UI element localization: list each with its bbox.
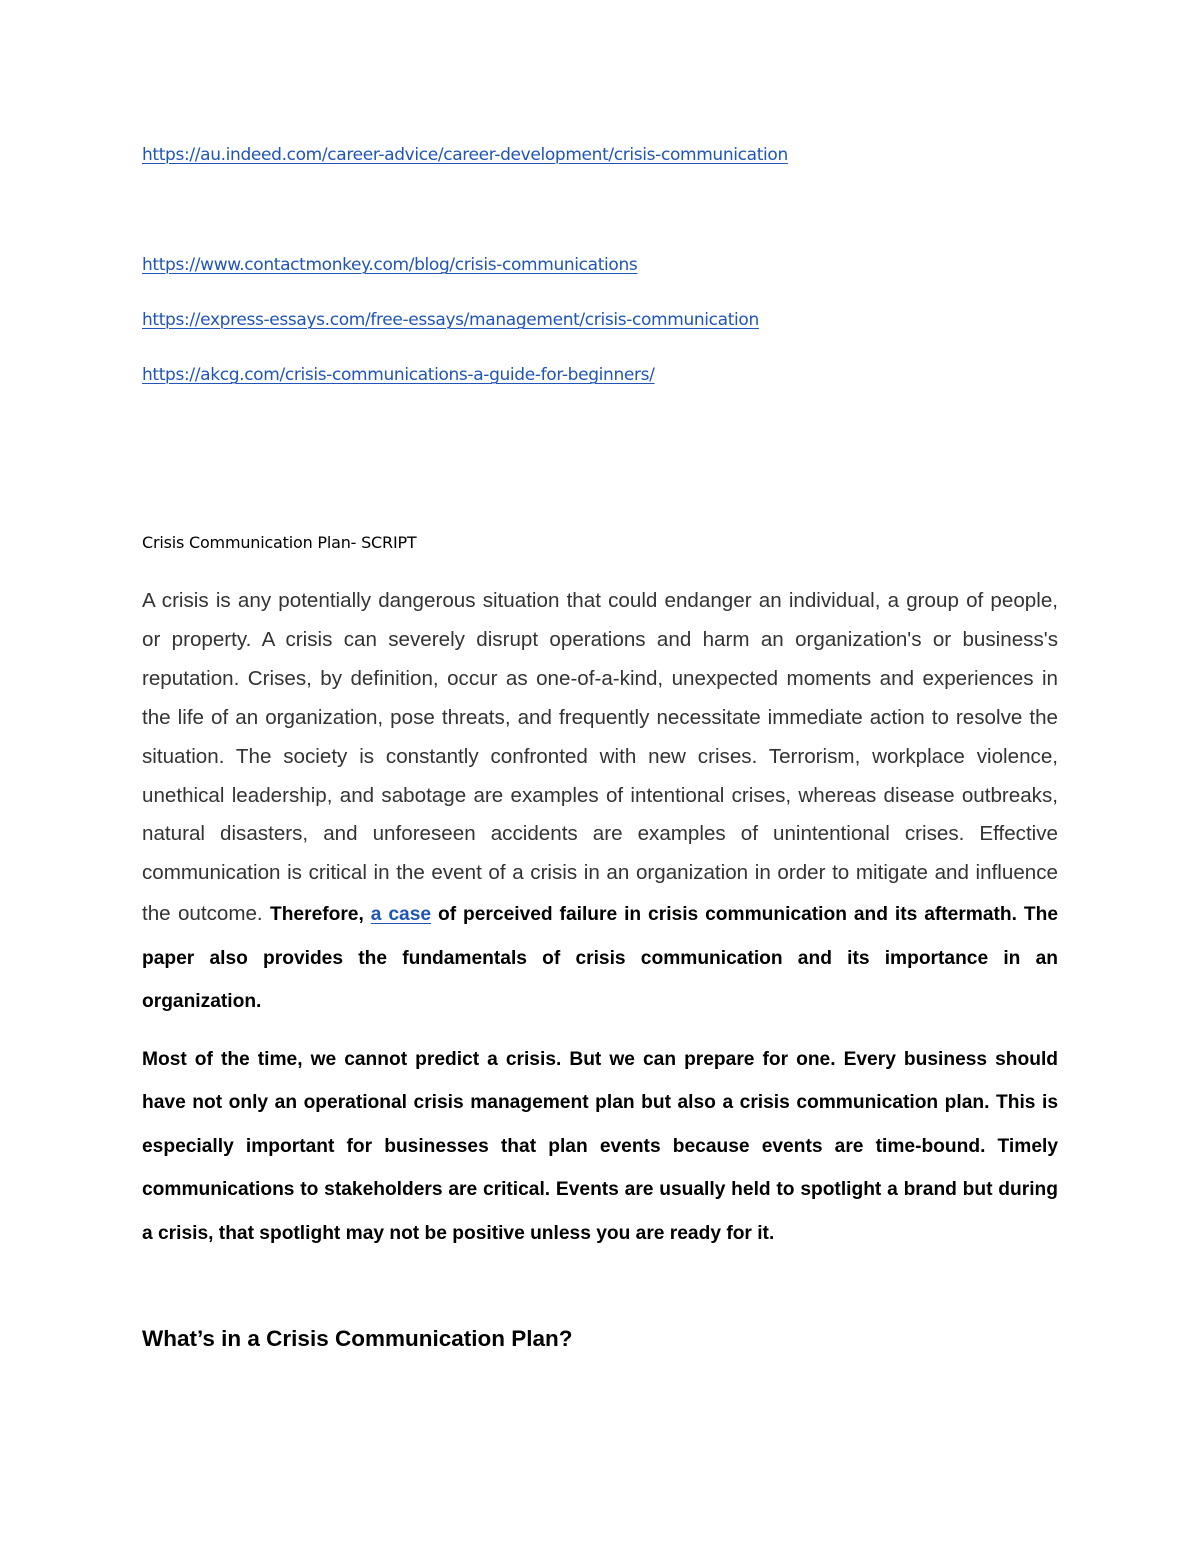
intro-paragraph-regular-text: A crisis is any potentially dangerous situation that could endanger an individual, a group of people, or property. A crisis can severely disrupt operations and harm an organization's or business's reputation. Crises, by definition, occur as one-of-a-kind, unexpected moments and experiences in the life of an organization, pose threats, and frequently necessitate immediate action to resolve the situation. The society is constantly confronted with new crises. Terrorism, workplace violence, unethical leadership, and sabotage are examples of intentional crises, whereas disease outbreaks, natural disasters, and unforeseen accidents are examples of unintentional crises. Effective communication is critical in the event of a crisis in an organization in order to mitigate and influence the outcome.	[142, 589, 1058, 926]
intro-paragraph	[142, 582, 1058, 1024]
preparation-paragraph: Most of the time, we cannot predict a crisis. But we can prepare for one. Every business should have not only an operational crisis management plan but also a crisis communication plan. This is especially important for businesses that plan events because events are time-bound. Timely communications to stakeholders are critical. Events are usually held to spotlight a brand but during a crisis, that spotlight may not be positive unless you are ready for it.	[142, 1049, 1058, 1244]
reference-link-express-essays[interactable]: https://express-essays.com/free-essays/management/crisis-communication	[142, 310, 759, 330]
plan-heading: What’s in a Crisis Communication Plan?	[142, 1326, 573, 1351]
reference-link-akcg[interactable]: https://akcg.com/crisis-communications-a-guide-for-beginners/	[142, 365, 655, 385]
section-title: Crisis Communication Plan- SCRIPT	[142, 533, 417, 552]
intro-paragraph-bold-text	[142, 904, 1058, 1012]
bold-text-before-link: Therefore,	[269, 904, 364, 926]
reference-link-contactmonkey[interactable]: https://www.contactmonkey.com/blog/crisis-communications	[142, 255, 638, 275]
reference-link-indeed[interactable]: https://au.indeed.com/career-advice/career-development/crisis-communication	[142, 145, 788, 165]
bold-text-after-link: of perceived failure in crisis communication and its aftermath. The paper also provides the fundamentals of crisis communication and its importance in an organization.	[142, 904, 1058, 1013]
inline-link-a-case[interactable]: a case	[370, 904, 432, 926]
